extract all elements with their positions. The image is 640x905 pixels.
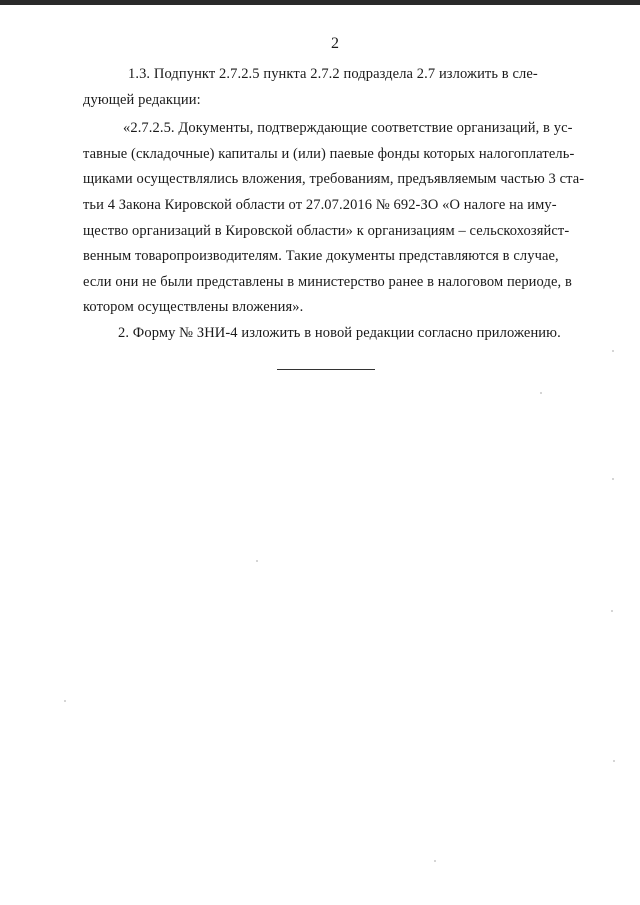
paragraph-2: 2. Форму № ЗНИ-4 изложить в новой редакции согласно приложению. <box>118 325 561 341</box>
scan-speck <box>64 700 66 702</box>
scan-speck <box>540 392 542 394</box>
paragraph-1-3-line-2: дующей редакции: <box>83 92 201 108</box>
scan-top-border <box>0 0 640 5</box>
scan-speck <box>611 610 613 612</box>
paragraph-1-3-line-1: 1.3. Подпункт 2.7.2.5 пункта 2.7.2 подраздела 2.7 изложить в сле- <box>128 66 538 82</box>
quote-line-1: «2.7.2.5. Документы, подтверждающие соответствие организаций, в ус- <box>123 120 573 136</box>
scan-speck <box>256 560 258 562</box>
page-number: 2 <box>331 35 339 52</box>
scan-speck <box>612 350 614 352</box>
scan-speck <box>612 478 614 480</box>
end-separator-line <box>277 369 375 370</box>
scan-speck <box>613 760 615 762</box>
quote-line-4: тьи 4 Закона Кировской области от 27.07.2016 № 692-ЗО «О налоге на иму- <box>83 197 557 213</box>
quote-line-8: котором осуществлены вложения». <box>83 299 304 315</box>
quote-line-2: тавные (складочные) капиталы и (или) паевые фонды которых налогоплатель- <box>83 146 575 162</box>
quote-line-6: венным товаропроизводителям. Такие документы представляются в случае, <box>83 248 559 264</box>
quote-line-7: если они не были представлены в министерство ранее в налоговом периоде, в <box>83 274 572 290</box>
scan-speck <box>434 860 436 862</box>
quote-line-5: щество организаций в Кировской области» к организациям – сельскохозяйст- <box>83 223 570 239</box>
quote-line-3: щиками осуществлялись вложения, требованиям, предъявляемым частью 3 ста- <box>83 171 585 187</box>
